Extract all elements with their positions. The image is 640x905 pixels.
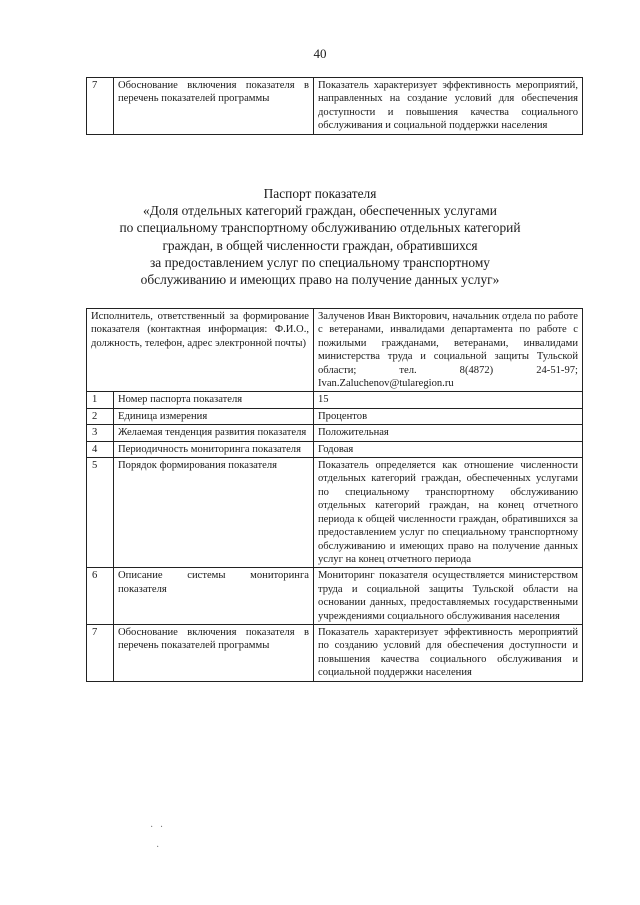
scan-speck: · · [150, 822, 166, 833]
title-line: «Доля отдельных категорий граждан, обеспеченных услугами [143, 203, 497, 219]
table-row [87, 458, 583, 568]
row-number: 1 [87, 392, 114, 408]
title-line: граждан, в общей численности граждан, обратившихся [162, 237, 478, 253]
table-row [87, 441, 583, 457]
row-number: 3 [87, 425, 114, 441]
row-label: Желаемая тенденция развития показателя [114, 425, 314, 441]
row-number: 7 [87, 624, 114, 681]
table-row [87, 78, 583, 135]
row-value: Годовая [314, 441, 583, 457]
table-row [87, 425, 583, 441]
scan-speck: · [156, 842, 162, 853]
row-number: 6 [87, 568, 114, 625]
row-number: 5 [87, 458, 114, 568]
row-value: Положительная [314, 425, 583, 441]
row-label: Порядок формирования показателя [114, 458, 314, 568]
row-number: 7 [87, 78, 114, 135]
row-value: Показатель определяется как отношение численности отдельных категорий граждан, обеспеченных услугами по специальному транспортному обслуживанию отдельных категорий граждан, на конец отчетного периода к общей численности граждан, обратившихся за предоставлением услуг по специальному транспортному обслуживанию и имеющих право на получение данных услуг на конец отчетного периода [314, 458, 583, 568]
executor-label: Исполнитель, ответственный за формирование показателя (контактная информация: Ф.И.О., должность, телефон, адрес электронной почты) [87, 309, 314, 392]
page-number: 40 [313, 46, 327, 61]
table-row [87, 624, 583, 681]
title-line: Паспорт показателя [263, 186, 377, 201]
row-label: Периодичность мониторинга показателя [114, 441, 314, 457]
title-line: за предоставлением услуг по специальному транспортному [149, 254, 491, 270]
executor-value: Залученов Иван Викторович, начальник отдела по работе с ветеранами, инвалидами департамента по работе с пожилыми гражданами, ветеранами, инвалидами министерства труда и социальной защиты Тульской области; тел. 8(4872) 24-51-97; Ivan.Zaluchenov@tularegion.ru [314, 309, 583, 392]
passport-title [0, 185, 640, 288]
row-label: Номер паспорта показателя [114, 392, 314, 408]
title-line: обслуживанию и имеющих право на получение данных услуг» [140, 272, 500, 288]
table-row [87, 392, 583, 408]
row-value: Процентов [314, 408, 583, 424]
row-value: Показатель характеризует эффективность мероприятий по созданию условий для обеспечения доступности и повышения качества социального обслуживания и социальной поддержки населения [314, 624, 583, 681]
row-label: Описание системы мониторинга показателя [114, 568, 314, 625]
row-value: 15 [314, 392, 583, 408]
row-label: Единица измерения [114, 408, 314, 424]
table-row [87, 408, 583, 424]
table-row-executor [87, 309, 583, 392]
row-value: Показатель характеризует эффективность мероприятий, направленных на создание условий для обеспечения доступности и повышения качества социального обслуживания и социальной поддержки населения [314, 78, 583, 135]
row-label: Обоснование включения показателя в перечень показателей программы [114, 624, 314, 681]
passport-table [86, 308, 583, 682]
row-value: Мониторинг показателя осуществляется министерством труда и социальной защиты Тульской области на основании данных, предоставляемых государственными учреждениями социального обслуживания населения [314, 568, 583, 625]
continued-table [86, 77, 583, 135]
row-number: 2 [87, 408, 114, 424]
row-number: 4 [87, 441, 114, 457]
table-row [87, 568, 583, 625]
row-label: Обоснование включения показателя в перечень показателей программы [114, 78, 314, 135]
title-line: по специальному транспортному обслуживанию отдельных категорий [119, 220, 521, 236]
